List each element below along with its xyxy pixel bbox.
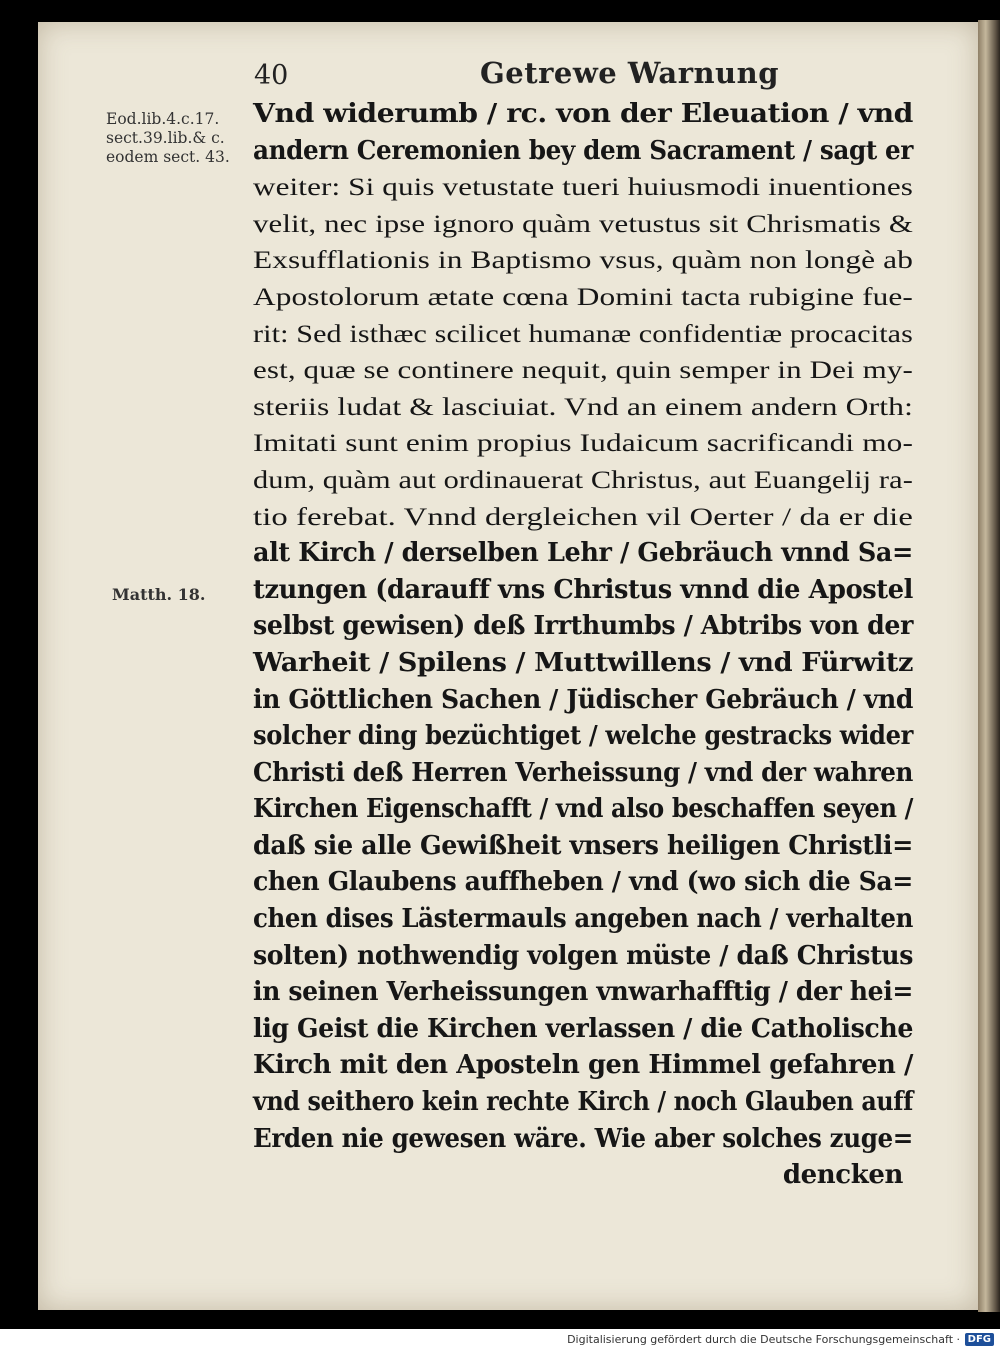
text-line: daß sie alle Gewißheit vnsers heiligen Christli= [253, 830, 913, 861]
text-line: in seinen Verheissungen vnwarhafftig / der hei= [253, 977, 913, 1008]
text-line: chen Glaubens auffheben / vnd (wo sich die Sa= [253, 867, 913, 898]
text-line: steriis ludat & lasciuiat. Vnd an einem andern Orth: [253, 391, 913, 421]
page-number: 40 [254, 60, 289, 91]
running-head: Getrewe Warnung [480, 56, 780, 90]
text-line: Warheit / Spilens / Muttwillens / vnd Fürwitz [253, 647, 913, 678]
text-line: velit, nec ipse ignoro quàm vetustus sit Chrismatis & [253, 208, 913, 238]
text-line: tio ferebat. Vnnd dergleichen vil Oerter / da er die [253, 501, 913, 531]
text-line: dum, quàm aut ordinauerat Christus, aut Euangelij ra- [253, 464, 913, 494]
margin-note-matthew: Matth. 18. [112, 585, 206, 604]
margin-note-reference [106, 110, 256, 167]
text-line: Imitati sunt enim propius Iudaicum sacrificandi mo- [253, 428, 913, 458]
text-line: alt Kirch / derselben Lehr / Gebräuch vnnd Sa= [253, 538, 913, 569]
margin-note-line: sect.39.lib.& c. [106, 129, 225, 147]
dfg-logo: DFG [965, 1333, 994, 1346]
text-line: in Göttlichen Sachen / Jüdischer Gebräuch / vnd [253, 684, 913, 715]
funding-credit: Digitalisierung gefördert durch die Deutsche Forschungsgemeinschaft · [567, 1333, 960, 1346]
text-line: Vnd widerumb / rc. von der Eleuation / vnd [253, 99, 913, 129]
text-line: Exsufflationis in Baptismo vsus, quàm non longè ab [253, 245, 913, 275]
text-line: Christi deß Herren Verheissung / vnd der wahren [253, 757, 913, 788]
text-line: rit: Sed isthæc scilicet humanæ confidentiæ procacitas [253, 318, 913, 348]
body-text [253, 96, 923, 1194]
catchword: dencken [782, 1160, 903, 1191]
text-line: solcher ding bezüchtiget / welche gestracks wider [253, 721, 913, 752]
text-line: vnd seithero kein rechte Kirch / noch Glauben auff [253, 1087, 913, 1118]
text-line: est, quæ se continere nequit, quin semper in Dei my- [253, 355, 913, 385]
text-line: chen dises Lästermauls angeben nach / verhalten [253, 904, 913, 935]
page-edge [978, 20, 1000, 1312]
text-line: lig Geist die Kirchen verlassen / die Catholische [253, 1013, 913, 1044]
margin-note-line: eodem sect. 43. [106, 148, 230, 166]
text-line: Apostolorum ætate cœna Domini tacta rubigine fue- [253, 281, 913, 311]
text-line: Kirch mit den Aposteln gen Himmel gefahren / [253, 1050, 913, 1081]
text-line: selbst gewisen) deß Irrthumbs / Abtribs von der [253, 611, 913, 642]
text-line: Kirchen Eigenschafft / vnd also beschaffen seyen / [253, 794, 913, 825]
margin-note-line: Eod.lib.4.c.17. [106, 110, 220, 128]
text-line: Erden nie gewesen wäre. Wie aber solches zuge= [253, 1123, 913, 1154]
text-line: solten) nothwendig volgen müste / daß Christus [253, 940, 913, 971]
text-line: tzungen (darauff vns Christus vnnd die Apostel [253, 574, 913, 605]
footer-bar [0, 1326, 1000, 1354]
text-line: andern Ceremonien bey dem Sacrament / sagt er [253, 135, 913, 166]
text-line: weiter: Si quis vetustate tueri huiusmodi inuentiones [253, 172, 913, 202]
